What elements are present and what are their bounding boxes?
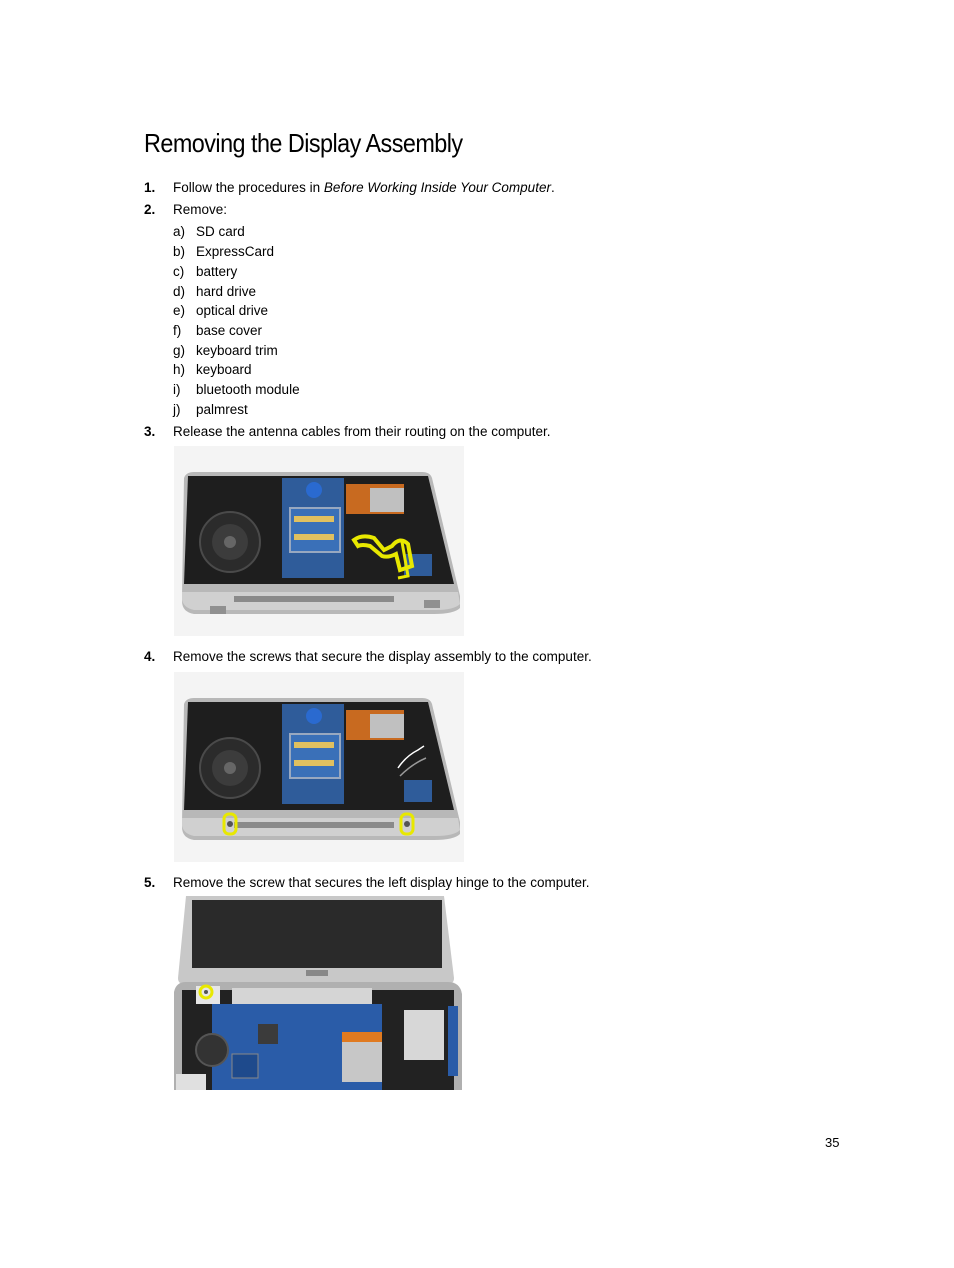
step-text-pre: Follow the procedures in (173, 180, 324, 195)
list-letter: j) (173, 402, 181, 417)
list-item (173, 362, 252, 377)
list-letter: f) (173, 323, 182, 338)
list-item (173, 402, 248, 417)
list-letter: e) (173, 303, 186, 318)
list-item (173, 224, 245, 239)
left-hinge-photo (172, 894, 464, 1090)
list-item (173, 343, 278, 358)
display-screws-photo (174, 672, 464, 862)
list-text: battery (196, 264, 238, 279)
list-letter: g) (173, 343, 186, 358)
list-item (173, 382, 300, 397)
step-text: Remove the screw that secures the left display hinge to the computer. (173, 875, 590, 890)
list-text: keyboard trim (196, 343, 278, 358)
list-item (173, 264, 237, 279)
list-text: SD card (196, 224, 245, 239)
list-text: palmrest (196, 402, 248, 417)
step-number: 2. (144, 202, 156, 217)
list-letter: b) (173, 244, 186, 259)
list-text: ExpressCard (196, 244, 275, 259)
list-text: bluetooth module (196, 382, 300, 397)
list-text: optical drive (196, 303, 269, 318)
cross-reference: Before Working Inside Your Computer (323, 180, 551, 195)
page-title: Removing the Display Assembly (144, 128, 463, 158)
list-text: base cover (196, 323, 263, 338)
list-item (173, 244, 274, 259)
step-text: Remove the screws that secure the display assembly to the computer. (173, 649, 592, 664)
step-number: 4. (144, 649, 156, 664)
step-text: Release the antenna cables from their routing on the computer. (173, 424, 551, 439)
step-text-post: . (550, 180, 555, 195)
list-letter: h) (173, 362, 186, 377)
antenna-cables-photo (174, 446, 464, 636)
list-text: keyboard (196, 362, 252, 377)
list-text: hard drive (196, 284, 257, 299)
step-text: Remove: (173, 202, 228, 217)
list-item (173, 303, 268, 318)
list-item (173, 284, 256, 299)
step-text (173, 180, 555, 195)
page-number: 35 (825, 1135, 840, 1150)
step-number: 1. (144, 180, 156, 195)
list-letter: d) (173, 284, 186, 299)
list-item (173, 323, 262, 338)
step-number: 3. (144, 424, 156, 439)
step-number: 5. (144, 875, 156, 890)
list-letter: i) (173, 382, 181, 397)
list-letter: a) (173, 224, 186, 239)
list-letter: c) (173, 264, 185, 279)
